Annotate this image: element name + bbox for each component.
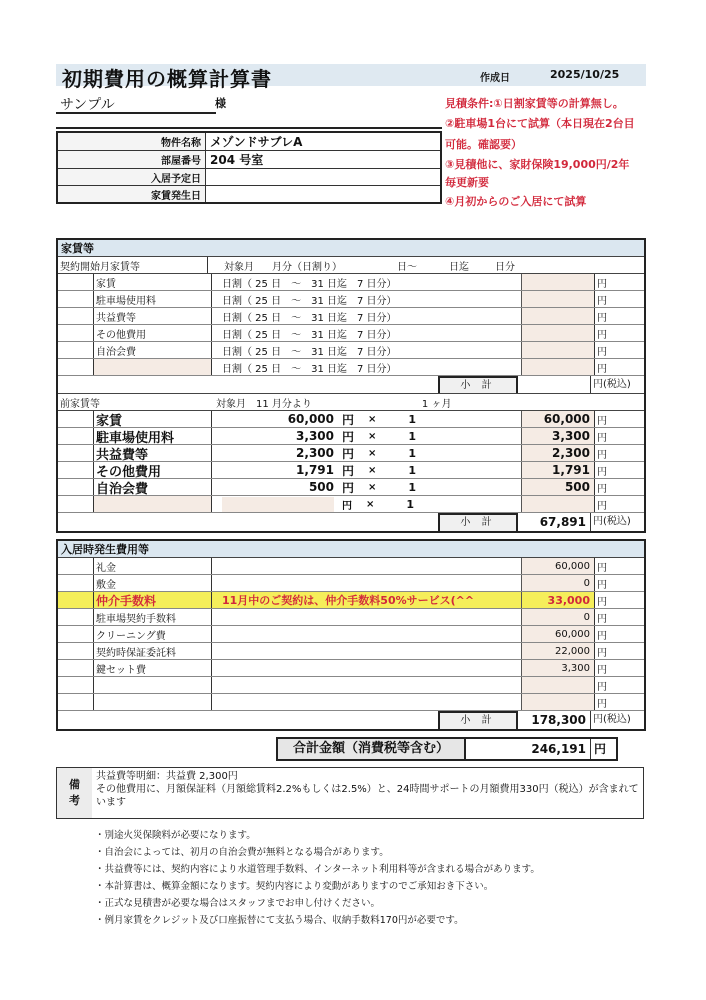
item-amount	[522, 694, 595, 710]
prepaid-header	[58, 394, 644, 411]
condition-line: ②駐車場1台にて試算（本日現在2台目	[445, 117, 635, 130]
date-label: 作成日	[480, 73, 510, 84]
document-title: 初期費用の概算計算書	[62, 67, 272, 91]
item-unit: 円	[597, 415, 607, 427]
item-unit: 円	[597, 346, 607, 358]
item-detail	[212, 626, 522, 642]
subtotal-label: 小 計	[438, 376, 518, 393]
quantity: 1	[408, 429, 417, 443]
item-unit: 円	[597, 432, 607, 444]
prepaid-row	[58, 411, 644, 428]
indent-cell	[58, 428, 94, 444]
total-label: 合計金額（消費税等含む）	[278, 739, 466, 759]
remarks-label-char: 考	[69, 794, 80, 807]
indent-cell	[58, 626, 94, 642]
item-amount	[522, 677, 595, 693]
customer-name: サンプル	[60, 97, 115, 113]
property-table	[56, 131, 442, 204]
indent-cell	[58, 411, 94, 427]
item-amount	[522, 274, 595, 290]
condition-line: 可能。確認要）	[445, 138, 522, 151]
item-amount: 500	[522, 479, 595, 495]
indent-cell	[58, 694, 94, 710]
item-name: 敷金	[94, 575, 212, 591]
movein-row	[58, 609, 644, 626]
date-value: 2025/10/25	[550, 68, 620, 81]
times-mark: ×	[368, 464, 377, 476]
movein-row	[58, 694, 644, 711]
daily-range: 日割（ 25 日 ～ 31 日迄 7 日分）	[222, 346, 397, 358]
item-detail	[212, 428, 522, 444]
notice-item: ・別途火災保険料が必要になります。	[95, 830, 256, 841]
quantity: 1	[406, 497, 415, 511]
item-name: 契約時保証委託料	[94, 643, 212, 659]
indent-cell	[58, 342, 94, 358]
item-amount: 60,000	[522, 411, 595, 427]
property-row-name	[57, 132, 441, 151]
section-title: 家賃等	[58, 240, 644, 257]
item-amount: 0	[522, 609, 595, 625]
yen-mark: 円	[342, 446, 355, 461]
item-unit: 円	[597, 647, 607, 659]
indent-cell	[58, 660, 94, 676]
item-detail	[212, 592, 522, 608]
property-value	[206, 169, 442, 186]
quantity: 1	[408, 412, 417, 426]
item-detail	[212, 411, 522, 427]
item-unit: 円	[597, 329, 607, 341]
subtotal-unit: 円(税込)	[593, 379, 631, 390]
customer-underline	[56, 112, 216, 114]
item-detail	[212, 660, 522, 676]
item-name: 仲介手数料	[94, 592, 212, 608]
item-name: クリーニング費	[94, 626, 212, 642]
quantity: 1	[408, 463, 417, 477]
item-unit: 円	[597, 449, 607, 461]
month-daily-label: 月分（日割り）	[272, 261, 342, 273]
property-row-rentstart	[57, 186, 441, 204]
subtotal-label: 小 計	[438, 711, 518, 729]
remarks-label	[57, 768, 92, 818]
item-unit: 円	[597, 278, 607, 290]
remarks-label-char: 備	[69, 778, 80, 791]
unit-price: 3,300	[296, 429, 334, 443]
item-unit: 円	[597, 681, 607, 693]
times-mark: ×	[368, 413, 377, 425]
indent-cell	[58, 445, 94, 461]
subtotal-unit: 円(税込)	[593, 714, 631, 725]
indent-cell	[58, 479, 94, 495]
indent-cell	[58, 462, 94, 478]
total-unit: 円	[594, 742, 607, 756]
day-from-label: 日～	[397, 261, 417, 273]
rent-row	[58, 325, 644, 342]
rent-row	[58, 291, 644, 308]
item-unit: 円	[597, 698, 607, 710]
item-name: 駐車場契約手数料	[94, 609, 212, 625]
remarks-box	[56, 767, 644, 819]
prepaid-label: 前家賃等	[60, 398, 100, 410]
indent-cell	[58, 575, 94, 591]
item-detail	[212, 558, 522, 574]
item-unit: 円	[597, 466, 607, 478]
times-mark: ×	[368, 481, 377, 493]
contract-month-header	[58, 257, 644, 274]
property-value: 204 号室	[206, 151, 442, 169]
prepaid-row	[58, 428, 644, 445]
notice-item: ・例月家賃をクレジット及び口座振替にて支払う場合、収納手数料170円が必要です。	[95, 915, 464, 926]
prepaid-row	[58, 462, 644, 479]
indent-cell	[58, 274, 94, 290]
condition-line: 見積条件:①日割家賃等の計算無し。	[445, 97, 624, 110]
item-amount: 3,300	[522, 660, 595, 676]
item-amount	[522, 325, 595, 341]
property-row-movein	[57, 169, 441, 186]
notice-item: ・自治会によっては、初月の自治会費が無料となる場合があります。	[95, 847, 389, 858]
item-amount: 3,300	[522, 428, 595, 444]
days-label: 日分	[495, 261, 515, 273]
daily-range: 日割（ 25 日 ～ 31 日迄 7 日分）	[222, 363, 397, 375]
item-unit: 円	[595, 592, 644, 608]
item-amount	[522, 359, 595, 375]
indent-cell	[58, 677, 94, 693]
item-name: 駐車場使用料	[94, 428, 212, 444]
indent-cell	[58, 609, 94, 625]
total-value: 246,191	[466, 739, 591, 759]
item-unit: 円	[597, 562, 607, 574]
item-unit: 円	[597, 579, 607, 591]
item-name: その他費用	[94, 325, 212, 341]
property-row-room	[57, 151, 441, 169]
item-detail	[212, 694, 522, 710]
property-value: メゾンドサブレA	[206, 132, 442, 151]
rent-row	[58, 308, 644, 325]
item-name	[94, 359, 212, 375]
target-month-label: 対象月	[224, 261, 254, 273]
subtotal-value: 178,300	[518, 711, 591, 729]
remarks-line: その他費用に、月額保証料（月額総賃料2.2%もしくは2.5%）と、24時間サポートの月額費用330円（税込）が含まれています	[96, 784, 639, 808]
item-note: 11月中のご契約は、仲介手数料50%サービス(^^	[222, 594, 475, 607]
item-detail	[212, 359, 522, 375]
notice-item: ・共益費等には、契約内容により水道管理手数料、インターネット利用料等が含まれる場合があります。	[95, 864, 540, 875]
item-amount	[522, 291, 595, 307]
prepaid-row	[58, 445, 644, 462]
yen-mark: 円	[342, 500, 352, 512]
item-amount: 60,000	[522, 558, 595, 574]
divider-line	[56, 127, 442, 129]
contract-month-label: 契約開始月家賃等	[58, 257, 208, 273]
rent-row	[58, 359, 644, 376]
item-unit: 円	[597, 664, 607, 676]
item-detail	[212, 308, 522, 324]
unit-price: 500	[308, 480, 334, 494]
grand-total	[276, 737, 618, 761]
movein-row	[58, 677, 644, 694]
item-amount: 1,791	[522, 462, 595, 478]
item-detail	[212, 496, 522, 512]
item-detail	[212, 291, 522, 307]
item-detail	[212, 479, 522, 495]
movein-row	[58, 592, 644, 609]
condition-line: ④月初からのご入居にて試算	[445, 195, 587, 208]
times-mark: ×	[366, 498, 375, 510]
movein-row	[58, 660, 644, 677]
item-name: 共益費等	[94, 308, 212, 324]
item-detail	[212, 643, 522, 659]
item-name: 自治会費	[94, 342, 212, 358]
property-value	[206, 186, 442, 204]
indent-cell	[58, 558, 94, 574]
estimate-body	[56, 238, 646, 929]
item-name: 駐車場使用料	[94, 291, 212, 307]
condition-line: 毎更新要	[445, 176, 489, 189]
property-label: 物件名称	[57, 132, 206, 151]
item-amount	[522, 308, 595, 324]
prepaid-target: 対象月 11 月分より	[216, 398, 312, 410]
indent-cell	[58, 496, 94, 512]
indent-cell	[58, 325, 94, 341]
item-name	[94, 677, 212, 693]
notice-list	[56, 827, 646, 929]
indent-cell	[58, 643, 94, 659]
item-detail	[212, 325, 522, 341]
item-name: 鍵セット費	[94, 660, 212, 676]
item-amount: 60,000	[522, 626, 595, 642]
subtotal-label: 小 計	[438, 513, 518, 531]
section-title: 入居時発生費用等	[58, 541, 644, 558]
notice-item: ・本計算書は、概算金額になります。契約内容により変動がありますのでご承知おき下さい。	[95, 881, 494, 892]
daily-range: 日割（ 25 日 ～ 31 日迄 7 日分）	[222, 329, 397, 341]
rent-section	[56, 238, 646, 533]
item-detail	[212, 609, 522, 625]
item-detail	[212, 462, 522, 478]
subtotal-value: 67,891	[518, 513, 591, 531]
item-unit: 円	[597, 613, 607, 625]
item-name: 共益費等	[94, 445, 212, 461]
yen-mark: 円	[342, 429, 355, 444]
unit-price: 2,300	[296, 446, 334, 460]
remarks-line: 共益費等明細：共益費 2,300円	[96, 771, 238, 782]
item-amount	[522, 496, 595, 512]
item-name	[94, 694, 212, 710]
item-unit: 円	[597, 363, 607, 375]
item-name: 家賃	[94, 411, 212, 427]
daily-range: 日割（ 25 日 ～ 31 日迄 7 日分）	[222, 278, 397, 290]
indent-cell	[58, 291, 94, 307]
item-detail	[212, 445, 522, 461]
quantity: 1	[408, 446, 417, 460]
property-label: 家賃発生日	[57, 186, 206, 204]
unit-price: 1,791	[296, 463, 334, 477]
indent-cell	[58, 308, 94, 324]
item-detail	[212, 342, 522, 358]
subtotal-unit: 円(税込)	[593, 516, 631, 527]
daily-range: 日割（ 25 日 ～ 31 日迄 7 日分）	[222, 295, 397, 307]
item-detail	[212, 575, 522, 591]
quantity: 1	[408, 480, 417, 494]
movein-section	[56, 539, 646, 731]
indent-cell	[58, 359, 94, 375]
item-amount: 2,300	[522, 445, 595, 461]
item-name: その他費用	[94, 462, 212, 478]
item-detail	[212, 274, 522, 290]
item-amount: 33,000	[522, 592, 595, 608]
movein-subtotal-row	[58, 711, 644, 729]
item-detail	[212, 677, 522, 693]
item-name	[94, 496, 212, 512]
item-amount	[522, 342, 595, 358]
item-unit: 円	[597, 483, 607, 495]
movein-row	[58, 626, 644, 643]
times-mark: ×	[368, 447, 377, 459]
prepaid-row	[58, 479, 644, 496]
yen-mark: 円	[342, 480, 355, 495]
remarks-text	[92, 768, 643, 818]
item-unit: 円	[597, 312, 607, 324]
movein-row	[58, 643, 644, 660]
item-amount: 0	[522, 575, 595, 591]
unit-price: 60,000	[287, 412, 334, 426]
property-label: 入居予定日	[57, 169, 206, 186]
day-to-label: 日迄	[449, 261, 469, 273]
property-label: 部屋番号	[57, 151, 206, 169]
item-unit: 円	[597, 295, 607, 307]
item-name: 自治会費	[94, 479, 212, 495]
notice-item: ・正式な見積書が必要な場合はスタッフまでお申し付けください。	[95, 898, 381, 909]
condition-line: ③見積他に、家財保険19,000円/2年	[445, 158, 630, 171]
movein-row	[58, 575, 644, 592]
indent-cell	[58, 592, 94, 608]
rent-row	[58, 274, 644, 291]
item-unit: 円	[597, 630, 607, 642]
prepaid-subtotal-row	[58, 513, 644, 531]
prepaid-row	[58, 496, 644, 513]
times-mark: ×	[368, 430, 377, 442]
yen-mark: 円	[342, 463, 355, 478]
honorific: 様	[215, 97, 226, 110]
item-amount: 22,000	[522, 643, 595, 659]
rent-subtotal-row	[58, 376, 644, 394]
movein-row	[58, 558, 644, 575]
item-unit: 円	[597, 500, 607, 512]
rent-row	[58, 342, 644, 359]
daily-range: 日割（ 25 日 ～ 31 日迄 7 日分）	[222, 312, 397, 324]
unit-price	[222, 497, 334, 512]
prepaid-months: 1 ヶ月	[421, 398, 452, 410]
yen-mark: 円	[342, 412, 355, 427]
subtotal-value	[518, 376, 591, 393]
item-name: 礼金	[94, 558, 212, 574]
item-name: 家賃	[94, 274, 212, 290]
